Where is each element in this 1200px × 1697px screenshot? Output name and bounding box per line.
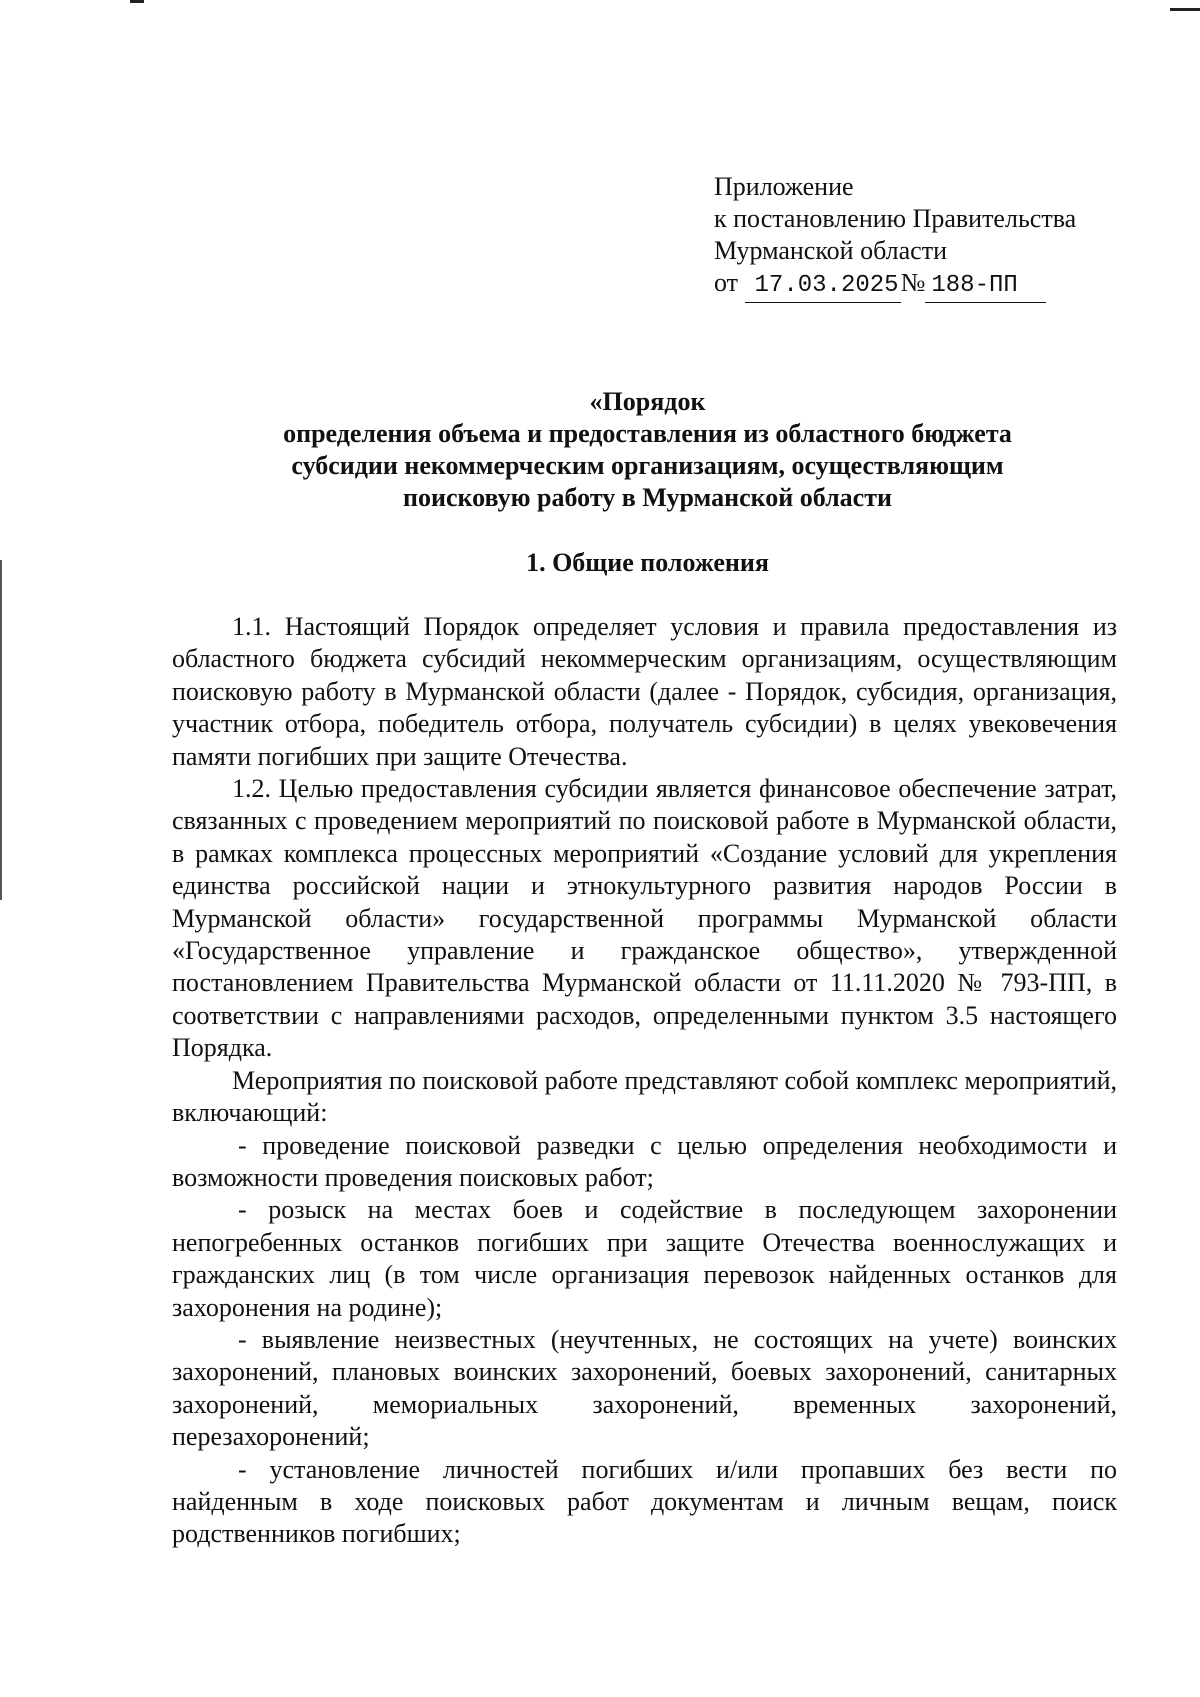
list-item-search-burial: - розыск на местах боев и содействие в последующем захоронении непогребенных останков погибших при защите Отечества военнослужащих и гражданских лиц (в том числе организация перевозок найденных останков для захоронения на родине); [172,1195,1117,1322]
scan-artifact-top-right [1170,8,1200,11]
paragraph-activities-intro: Мероприятия по поисковой работе представляют собой комплекс мероприятий, включающий: [172,1065,1117,1128]
appendix-title: Приложение [714,172,854,201]
title-line-1: «Порядок [589,387,706,416]
appendix-date: 17.03.2025 [745,270,901,303]
appendix-number: 188-ПП [925,270,1045,303]
title-line-4: поисковую работу в Мурманской области [403,483,892,512]
scan-artifact-top-left [130,0,144,3]
list-item-identification: - установление личностей погибших и/или пропавших без вести по найденным в ходе поисковых работ документам и личным вещам, поиск родственников погибших; [172,1454,1117,1549]
appendix-block [714,171,1076,303]
section-heading-general: 1. Общие положения [526,548,769,577]
paragraph-1-2: 1.2. Целью предоставления субсидии является финансовое обеспечение затрат, связанных с проведением мероприятий по поисковой работе в Мурманской области, в рамках комплекса процессных мероприятий «Создание условий для укрепления единства российской нации и этнокультурного развития народов России в Мурманской области» государственной программы Мурманской области «Государственное управление и гражданское общество», утвержденной постановлением Правительства Мурманской области от 11.11.2020 № 793-ПП, в соответствии с направлениями расходов, определенными пунктом 3.5 настоящего Порядка. [172,774,1117,1063]
title-line-3: субсидии некоммерческим организациям, осуществляющим [291,451,1004,480]
list-item-unknown-burials: - выявление неизвестных (неучтенных, не состоящих на учете) воинских захоронений, плановых воинских захоронений, боевых захоронений, санитарных захоронений, мемориальных захоронений, временных захоронений, перезахоронений; [172,1324,1117,1452]
scan-artifact-left-edge [0,560,2,900]
paragraph-1-1: 1.1. Настоящий Порядок определяет условия и правила предоставления из областного бюджета субсидий некоммерческим организациям, осуществляющим поисковую работу в Мурманской области (далее - Порядок, субсидия, организация, участник отбора, победитель отбора, получатель субсидии) в целях увековечения памяти погибших при защите Отечества. [172,612,1117,771]
title-line-2: определения объема и предоставления из областного бюджета [283,419,1012,448]
appendix-region: Мурманской области [714,236,947,265]
document-title [170,386,1125,514]
appendix-date-number [714,267,1076,303]
list-item-reconnaissance: - проведение поисковой разведки с целью определения необходимости и возможности проведения поисковых работ; [172,1130,1117,1192]
appendix-number-sign: № [900,268,926,297]
appendix-from-prefix: от [714,268,739,297]
appendix-reference: к постановлению Правительства [714,204,1077,233]
document-body [172,611,1117,1551]
